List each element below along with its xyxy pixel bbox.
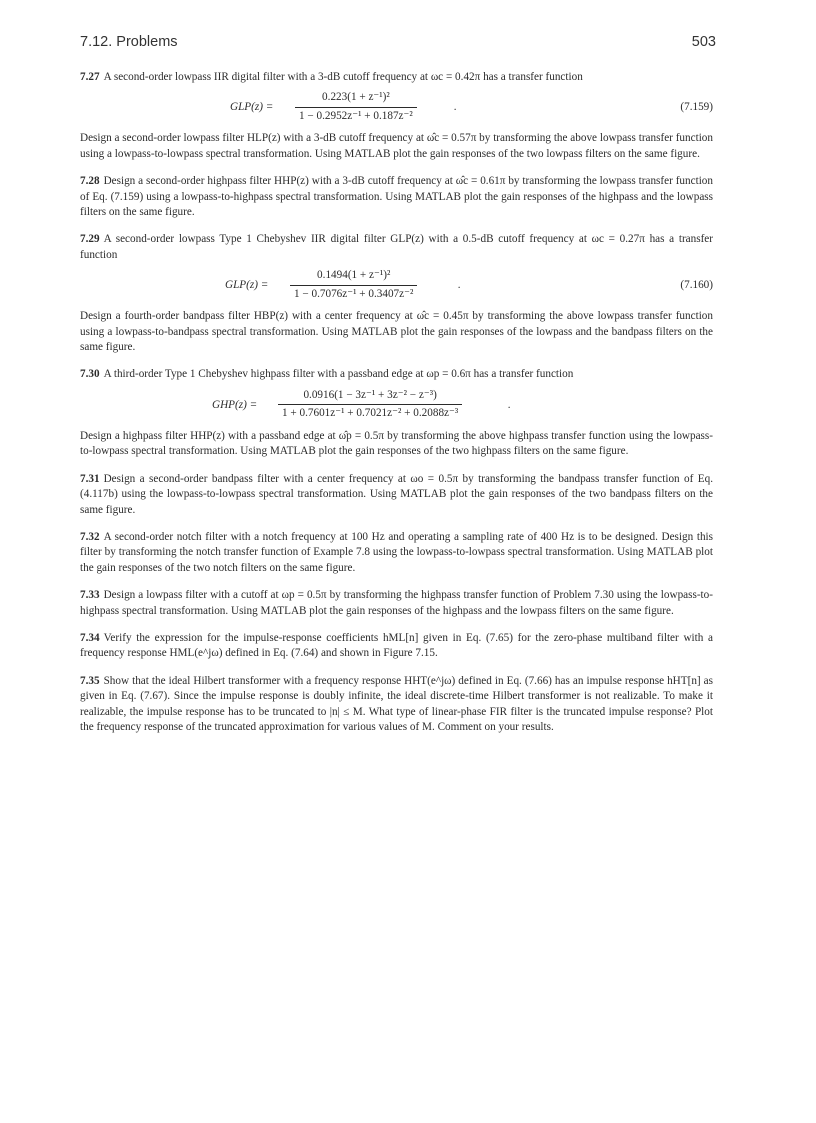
problem-text: Show that the ideal Hilbert transformer with a frequency response HHT(e^jω) defined in Eq. (7.66) has an impulse response hHT[n] as given in Eq. (7.67). Since the impulse response is doubly infinite, the ideal discrete-time Hilbert transformer is not realizable. To make it realizable, the impulse response has to be truncated to |n| ≤ M. What type of linear-phase FIR filter is the truncated impulse response? Plot the frequency response of the truncated approximation for various values of M. Comment on your results.	[80, 674, 713, 733]
problem-number: 7.30	[80, 368, 100, 381]
problem-text: Design a second-order bandpass filter with a center frequency at ωo = 0.5π by transforming the bandpass transfer function of Eq. (4.117b) using the lowpass-to-lowpass spectral transformation. Using MATLAB plot the gain responses of the two bandpass filters on the same figure.	[80, 472, 713, 516]
equation-tag: (7.160)	[680, 279, 713, 292]
equation-fraction	[295, 90, 417, 124]
problem-number: 7.28	[80, 175, 100, 188]
problem-number: 7.29	[80, 233, 100, 246]
problem-body	[80, 472, 713, 518]
problem-number: 7.31	[80, 472, 100, 485]
problem-text: A second-order notch filter with a notch frequency at 100 Hz and operating a sampling rate of 400 Hz is to be designed. Design this filter by transforming the notch transfer function of Example 7.8 using the lowpass-to-lowpass spectral transformation. Using MATLAB plot the gain responses of the two notch filters on the same figure.	[80, 530, 713, 574]
equation-denominator: 1 − 0.2952z⁻¹ + 0.187z⁻²	[295, 107, 417, 124]
equation-tag: (7.159)	[680, 101, 713, 114]
equation-end: .	[458, 279, 461, 292]
problem-text: Design a fourth-order bandpass filter HBP(z) with a center frequency at ω̂c = 0.45π by transforming the above lowpass transfer function using a lowpass-to-bandpass spectral transformation. Using MATLAB plot the gain responses of the lowpass and the bandpass filters on the same figure.	[80, 310, 713, 354]
problem-number: 7.35	[80, 674, 100, 687]
equation-numerator: 0.0916(1 − 3z⁻¹ + 3z⁻² − z⁻³)	[303, 388, 437, 401]
problem-text: Design a second-order lowpass filter HLP(z) with a 3-dB cutoff frequency at ω̂c = 0.57π by transforming the above lowpass transfer function using a lowpass-to-lowpass spectral transformation. Using MATLAB plot the gain responses of the two lowpass filters on the same figure.	[80, 132, 713, 160]
problem-text: Design a lowpass filter with a cutoff at ωp = 0.5π by transforming the highpass transfer function of Problem 7.30 using the lowpass-to-highpass spectral transformation. Using MATLAB plot the gain responses of the highpass and the lowpass filters on the same figure.	[80, 589, 713, 617]
equation-highpass	[80, 387, 713, 423]
equation-7-159	[80, 89, 713, 125]
problem-number: 7.34	[80, 631, 100, 644]
page-number: 503	[691, 34, 716, 50]
problem-7-35	[80, 674, 713, 736]
problem-7-28	[80, 174, 713, 220]
problem-7-32	[80, 530, 713, 576]
equation-denominator: 1 + 0.7601z⁻¹ + 0.7021z⁻² + 0.2088z⁻³	[278, 404, 462, 421]
problem-intro-text: A second-order lowpass IIR digital filter with a 3-dB cutoff frequency at ωc = 0.42π has a transfer function	[103, 71, 583, 83]
equation-end: .	[508, 398, 511, 411]
problem-text: Design a highpass filter HHP(z) with a passband edge at ω̂p = 0.5π by transforming the above highpass transfer function using the lowpass-to-lowpass spectral transformation. Using MATLAB plot the gain responses of the two highpass filters on the same figure.	[80, 429, 713, 458]
problem-intro-text: A third-order Type 1 Chebyshev highpass filter with a passband edge at ωp = 0.6π has a transfer function	[103, 368, 574, 381]
running-header	[80, 34, 716, 54]
equation-lhs: GLP(z) =	[225, 279, 269, 292]
equation-7-160	[80, 267, 713, 303]
problem-intro	[80, 232, 713, 263]
problem-body	[80, 674, 713, 736]
equation-end: .	[454, 101, 457, 114]
equation-numerator: 0.223(1 + z⁻¹)²	[322, 91, 390, 104]
problem-7-34	[80, 631, 713, 662]
problem-body	[80, 174, 713, 220]
equation-fraction	[278, 388, 462, 422]
problem-body	[80, 530, 713, 576]
problem-number: 7.27	[80, 71, 100, 83]
problem-text: Design a second-order highpass filter HHP(z) with a 3-dB cutoff frequency at ω̂c = 0.61π by transforming the lowpass transfer function of Eq. (7.159) using a lowpass-to-highpass spectral transformation. Using MATLAB plot the gain responses of the highpass and the lowpass filters on the same figure.	[80, 175, 713, 219]
problem-7-33	[80, 588, 713, 619]
equation-denominator: 1 − 0.7076z⁻¹ + 0.3407z⁻²	[290, 285, 417, 302]
equation-fraction	[290, 268, 417, 302]
problem-intro	[80, 367, 713, 382]
problem-7-27	[80, 70, 713, 162]
problem-intro-text: A second-order lowpass Type 1 Chebyshev IIR digital filter GLP(z) with a 0.5-dB cutoff frequency at ωc = 0.27π has a transfer function	[80, 233, 713, 261]
equation-lhs: GHP(z) =	[212, 398, 258, 411]
problem-7-29	[80, 232, 713, 355]
problem-number: 7.32	[80, 530, 100, 543]
problem-body	[80, 631, 713, 662]
problems-list	[80, 70, 713, 747]
problem-7-31	[80, 472, 713, 518]
equation-lhs: GLP(z) =	[230, 101, 274, 114]
equation-numerator: 0.1494(1 + z⁻¹)²	[317, 269, 391, 282]
problem-text: Verify the expression for the impulse-response coefficients hML[n] given in Eq. (7.65) for the zero-phase multiband filter with a frequency response HML(e^jω) defined in Eq. (7.64) and shown in Figure 7.15.	[80, 631, 713, 660]
problem-body	[80, 588, 713, 619]
problem-number: 7.33	[80, 589, 100, 602]
problem-7-30	[80, 367, 713, 459]
problem-intro	[80, 70, 713, 85]
section-title: 7.12. Problems	[80, 34, 178, 50]
